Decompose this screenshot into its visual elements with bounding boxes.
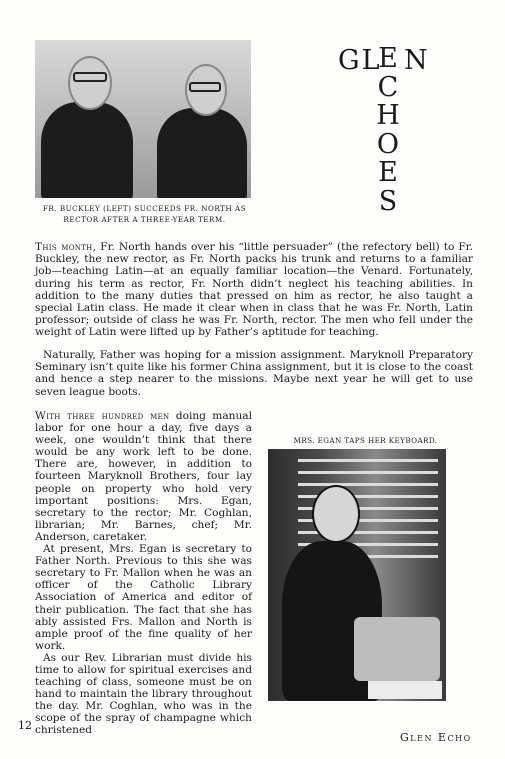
masthead-letter: C (377, 71, 401, 103)
typewriter (354, 617, 440, 681)
secretary-photo (268, 449, 446, 701)
article-staff-paragraph-2: At present, Mrs. Egan is secretary to Father North. Previous to this she was secretary to Fr. Mallon when he was an officer of the Catholic Library Association of America and editor of their publication. The fact that she has ably assisted Frs. Mallon and North is ample proof of the fine quality of her work. (35, 543, 252, 652)
right-priest-glasses (189, 82, 221, 92)
masthead-letter: E (378, 157, 400, 188)
article-rector-paragraph-2: Naturally, Father was hoping for a mission assignment. Maryknoll Preparatory Seminary isn’t quite like his former China assignment, but it is close to the coast and hence a step nearer to the missions. Maybe next year he will get to use seven league boots. (35, 349, 473, 398)
footer-publication-title: Glen Echo (400, 731, 472, 744)
masthead-prefix: GL (338, 45, 382, 76)
lead-in: With three hundred men (35, 410, 170, 422)
paragraph-body: doing manual labor for one hour a day, five days a week, one wouldn’t think that there would be any work left to be done. There are, however, in addition to fourteen Maryknoll Brothers, four lay people on property who hold very important positions: Mrs. Egan, secretary to the rector; Mr. Coghlan, librarian; Mr. Barnes, chef; Mr. Anderson, caretaker. (35, 410, 252, 543)
desk-paper (368, 681, 442, 699)
paragraph-body: Fr. North hands over his “little persuader” (the refectory bell) to Fr. Buckley, the new rector, as Fr. North packs his trunk and returns to a familiar job—teaching Latin—at an equally familiar location—the Venard. Fortunately, during his term as rector, Fr. North didn’t neglect his teaching abilities. In addition to the many duties that pressed on him as rector, he also taught a special Latin class. He made it clear when in class that he was Fr. North, Latin professor; outside of class he was Fr. North, rector. The men who fell under the weight of Latin were lifted up by Father’s aptitude for teaching. (35, 241, 474, 339)
secretary-photo-caption: MRS. EGAN TAPS HER KEYBOARD. (293, 436, 438, 445)
window-blind (298, 471, 438, 474)
rector-photo-caption: FR. BUCKLEY (LEFT) SUCCEEDS FR. NORTH AS RECTOR AFTER A THREE-YEAR TERM. (42, 204, 247, 224)
window-blind (298, 459, 438, 462)
lead-in: This month, (35, 241, 97, 253)
rector-photo (35, 40, 251, 198)
secretary-head (312, 485, 360, 543)
masthead-letter: H (376, 100, 402, 131)
masthead-letter: S (378, 185, 400, 217)
article-staff-paragraph-1 (35, 410, 252, 543)
left-priest-glasses (73, 72, 107, 82)
masthead-letter-n: N (404, 45, 430, 76)
page-number: 12 (18, 719, 32, 732)
article-staff-paragraph-3: As our Rev. Librarian must divide his time to allow for spiritual exercises and teaching of class, someone must be on hand to maintain the library throughout the day. Mr. Coghlan, who was in the scope of the spray of champagne which christened (35, 651, 252, 737)
article-staff-column (35, 410, 252, 737)
masthead-vertical-letters (374, 45, 404, 216)
article-rector-paragraph-1 (35, 241, 473, 339)
masthead-letter: O (376, 128, 402, 160)
window-blind (298, 483, 438, 486)
left-priest-head (68, 56, 112, 110)
masthead-letter: E (378, 43, 400, 74)
left-priest-figure (41, 102, 133, 198)
right-priest-figure (157, 108, 247, 198)
